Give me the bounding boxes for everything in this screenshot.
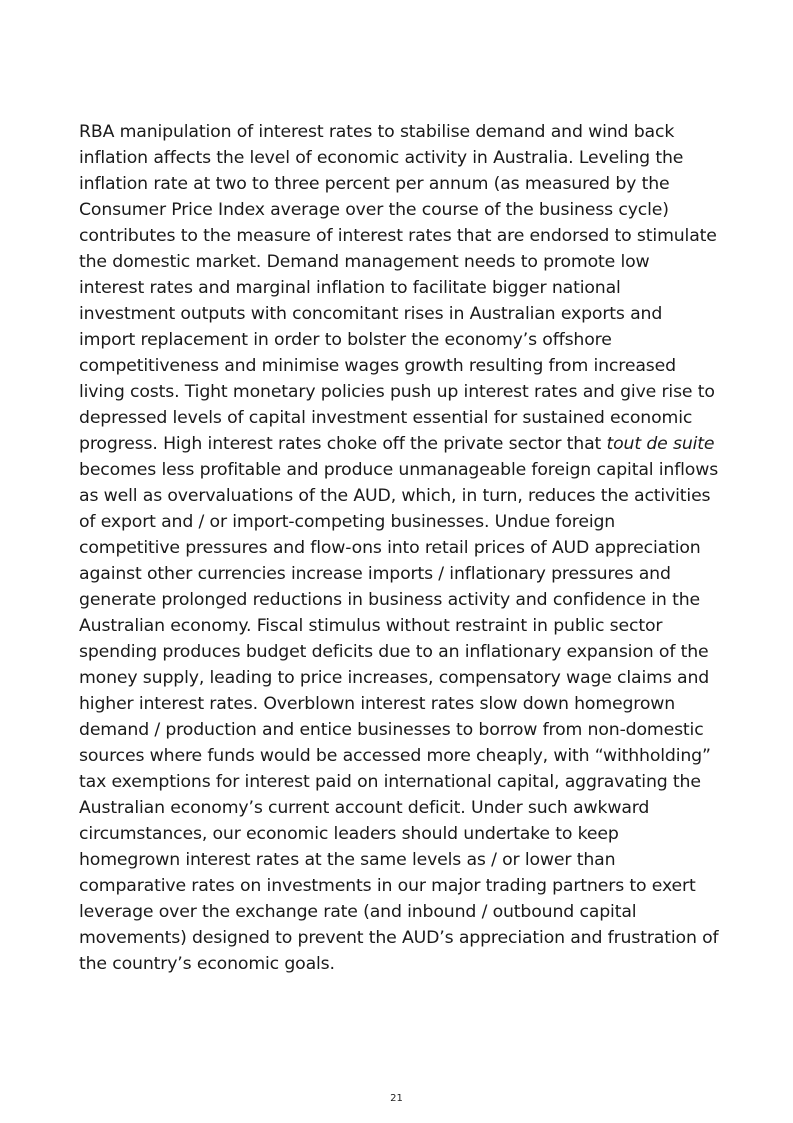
italic-phrase: tout de suite: [606, 434, 715, 454]
paragraph-rest-text: becomes less profitable and produce unmanageable foreign capital inflows as well as overvaluations of the AUD, which, in turn, reduces the activities of export and / or import-competing businesses. Undue foreign competitive pressures and flow-ons into retail prices of AUD appreciation against other currencies increase imports / inflationary pressures and generate prolonged reductions in business activity and confidence in the Australian economy. Fiscal stimulus without restraint in public sector spending produces budget deficits due to an inflationary expansion of the money supply, leading to price increases, compensatory wage claims and higher interest rates. Overblown interest rates slow down homegrown demand / production and entice businesses to borrow from non-domestic sources where funds would be accessed more cheaply, with “withholding” tax exemptions for interest paid on international capital, aggravating the Australian economy’s current account deficit. Under such awkward circumstances, our economic leaders should undertake to keep homegrown interest rates at the same levels as / or lower than comparative rates on investments in our major trading partners to exert leverage over the exchange rate (and inbound / outbound capital movements) designed to prevent the AUD’s appreciation and frustration of the country’s economic goals.: [79, 460, 719, 974]
paragraph-lead-text: RBA manipulation of interest rates to stabilise demand and wind back inflation affects the level of economic activity in Australia. Leveling the inflation rate at two to three percent per annum (as measured by the Consumer Price Index average over the course of the business cycle) contributes to the measure of interest rates that are endorsed to stimulate the domestic market. Demand management needs to promote low interest rates and marginal inflation to facilitate bigger national investment outputs with concomitant rises in Australian exports and import replacement in order to bolster the economy’s offshore competitiveness and minimise wages growth resulting from increased living costs. Tight monetary policies push up interest rates and give rise to depressed levels of capital investment essential for sustained economic progress. High interest rates choke off the private sector that: [79, 122, 717, 454]
body-paragraph: [79, 119, 719, 977]
page-number: 21: [390, 1093, 403, 1104]
